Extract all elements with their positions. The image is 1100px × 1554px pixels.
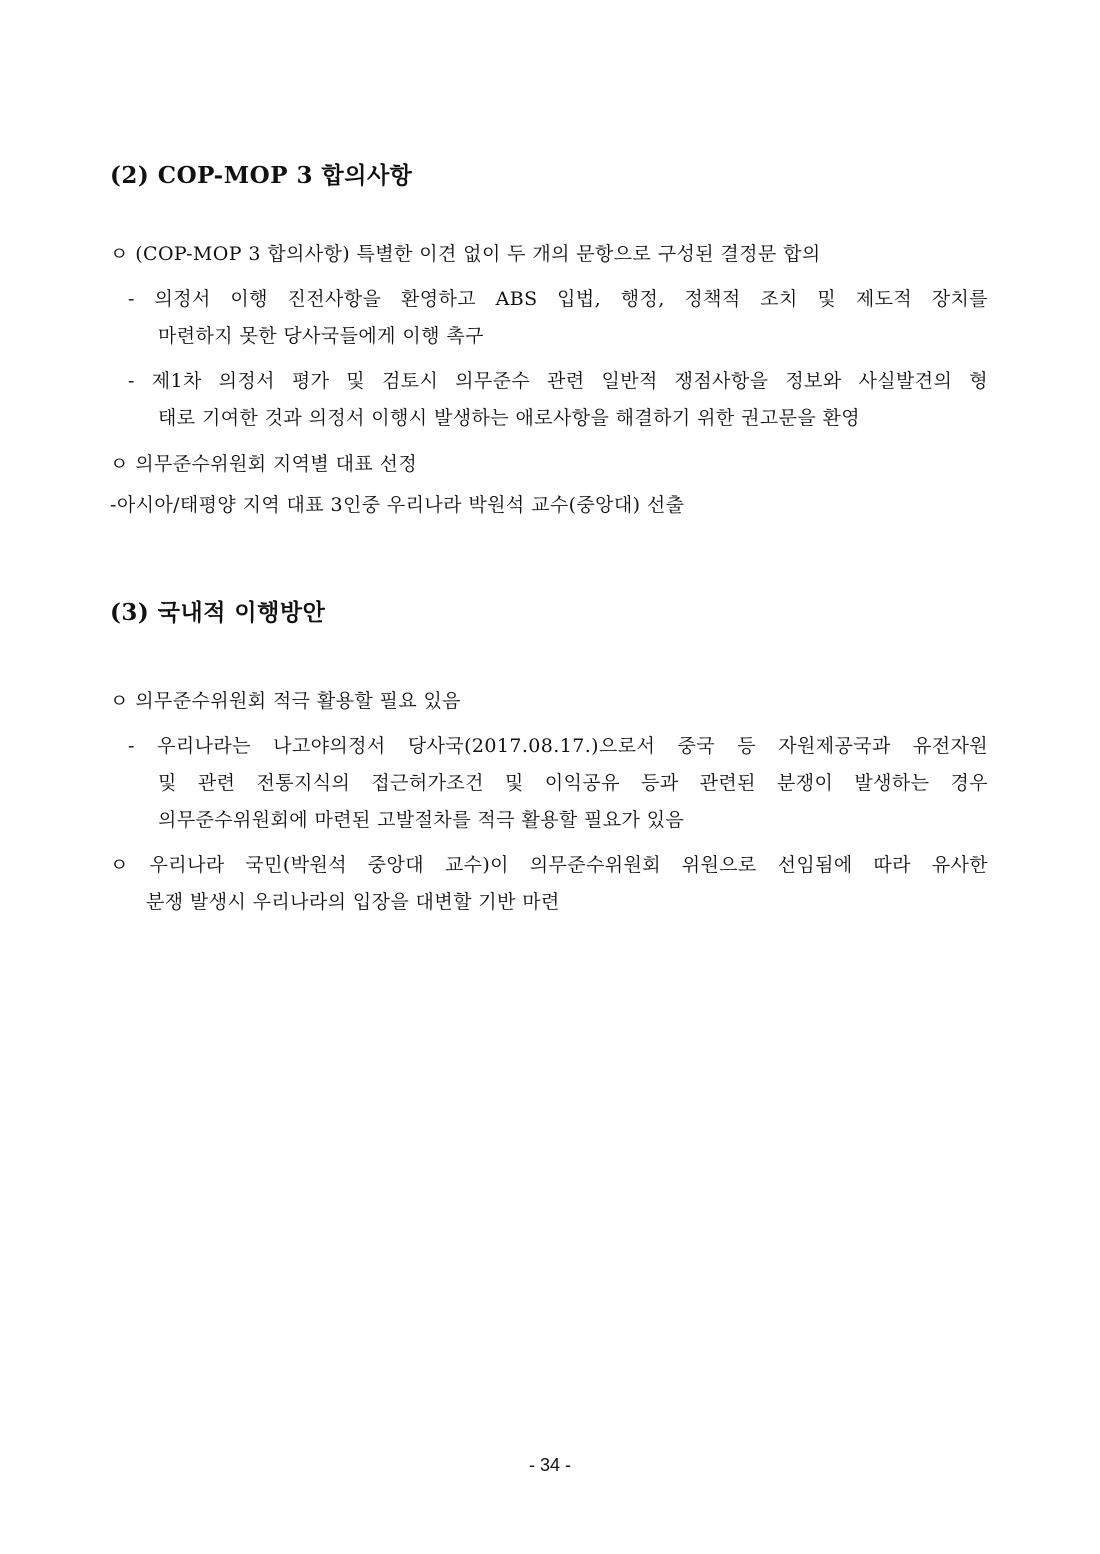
dash-item-implementation-progress: - 의정서 이행 진전사항을 환영하고 ABS 입법, 행정, 정책적 조치 및 제도적 장치를: [128, 288, 988, 310]
bullet-item-committee-member-cont: 분쟁 발생시 우리나라의 입장을 대변할 기반 마련: [146, 891, 560, 913]
bullet-item-regional-representatives: ㅇ 의무준수위원회 지역별 대표 선정: [110, 453, 418, 475]
dash-item-nagoya-party-cont-2: 의무준수위원회에 마련된 고발절차를 적극 활용할 필요가 있음: [158, 809, 685, 831]
dash-item-implementation-progress-cont: 마련하지 못한 당사국들에게 이행 촉구: [158, 325, 484, 347]
dash-item-nagoya-party-cont-1: 및 관련 전통지식의 접근허가조건 및 이익공유 등과 관련된 분쟁이 발생하는 경우: [158, 772, 988, 794]
page-number: - 34 -: [528, 1455, 571, 1475]
bullet-item-decision-agreement: ㅇ (COP-MOP 3 합의사항) 특별한 이견 없이 두 개의 문항으로 구성된 결정문 합의: [110, 243, 821, 265]
bullet-item-utilize-committee: ㅇ 의무준수위원회 적극 활용할 필요 있음: [110, 690, 462, 712]
dash-item-first-evaluation: - 제1차 의정서 평가 및 검토시 의무준수 관련 일반적 쟁점사항을 정보와 사실발견의 형: [128, 370, 988, 392]
section-heading-domestic-implementation: (3) 국내적 이행방안: [110, 599, 326, 626]
bullet-item-committee-member: ㅇ 우리나라 국민(박원석 중앙대 교수)이 의무준수위원회 위원으로 선임됨에 따라 유사한: [110, 854, 988, 876]
dash-item-nagoya-party: - 우리나라는 나고야의정서 당사국(2017.08.17.)으로서 중국 등 자원제공국과 유전자원: [128, 735, 988, 757]
dash-item-asia-pacific-representative: -아시아/태평양 지역 대표 3인중 우리나라 박원석 교수(중앙대) 선출: [110, 494, 685, 516]
dash-item-first-evaluation-cont: 태로 기여한 것과 의정서 이행시 발생하는 애로사항을 해결하기 위한 권고문을 환영: [158, 407, 861, 429]
section-heading-cop-mop-3: (2) COP-MOP 3 합의사항: [110, 162, 413, 189]
